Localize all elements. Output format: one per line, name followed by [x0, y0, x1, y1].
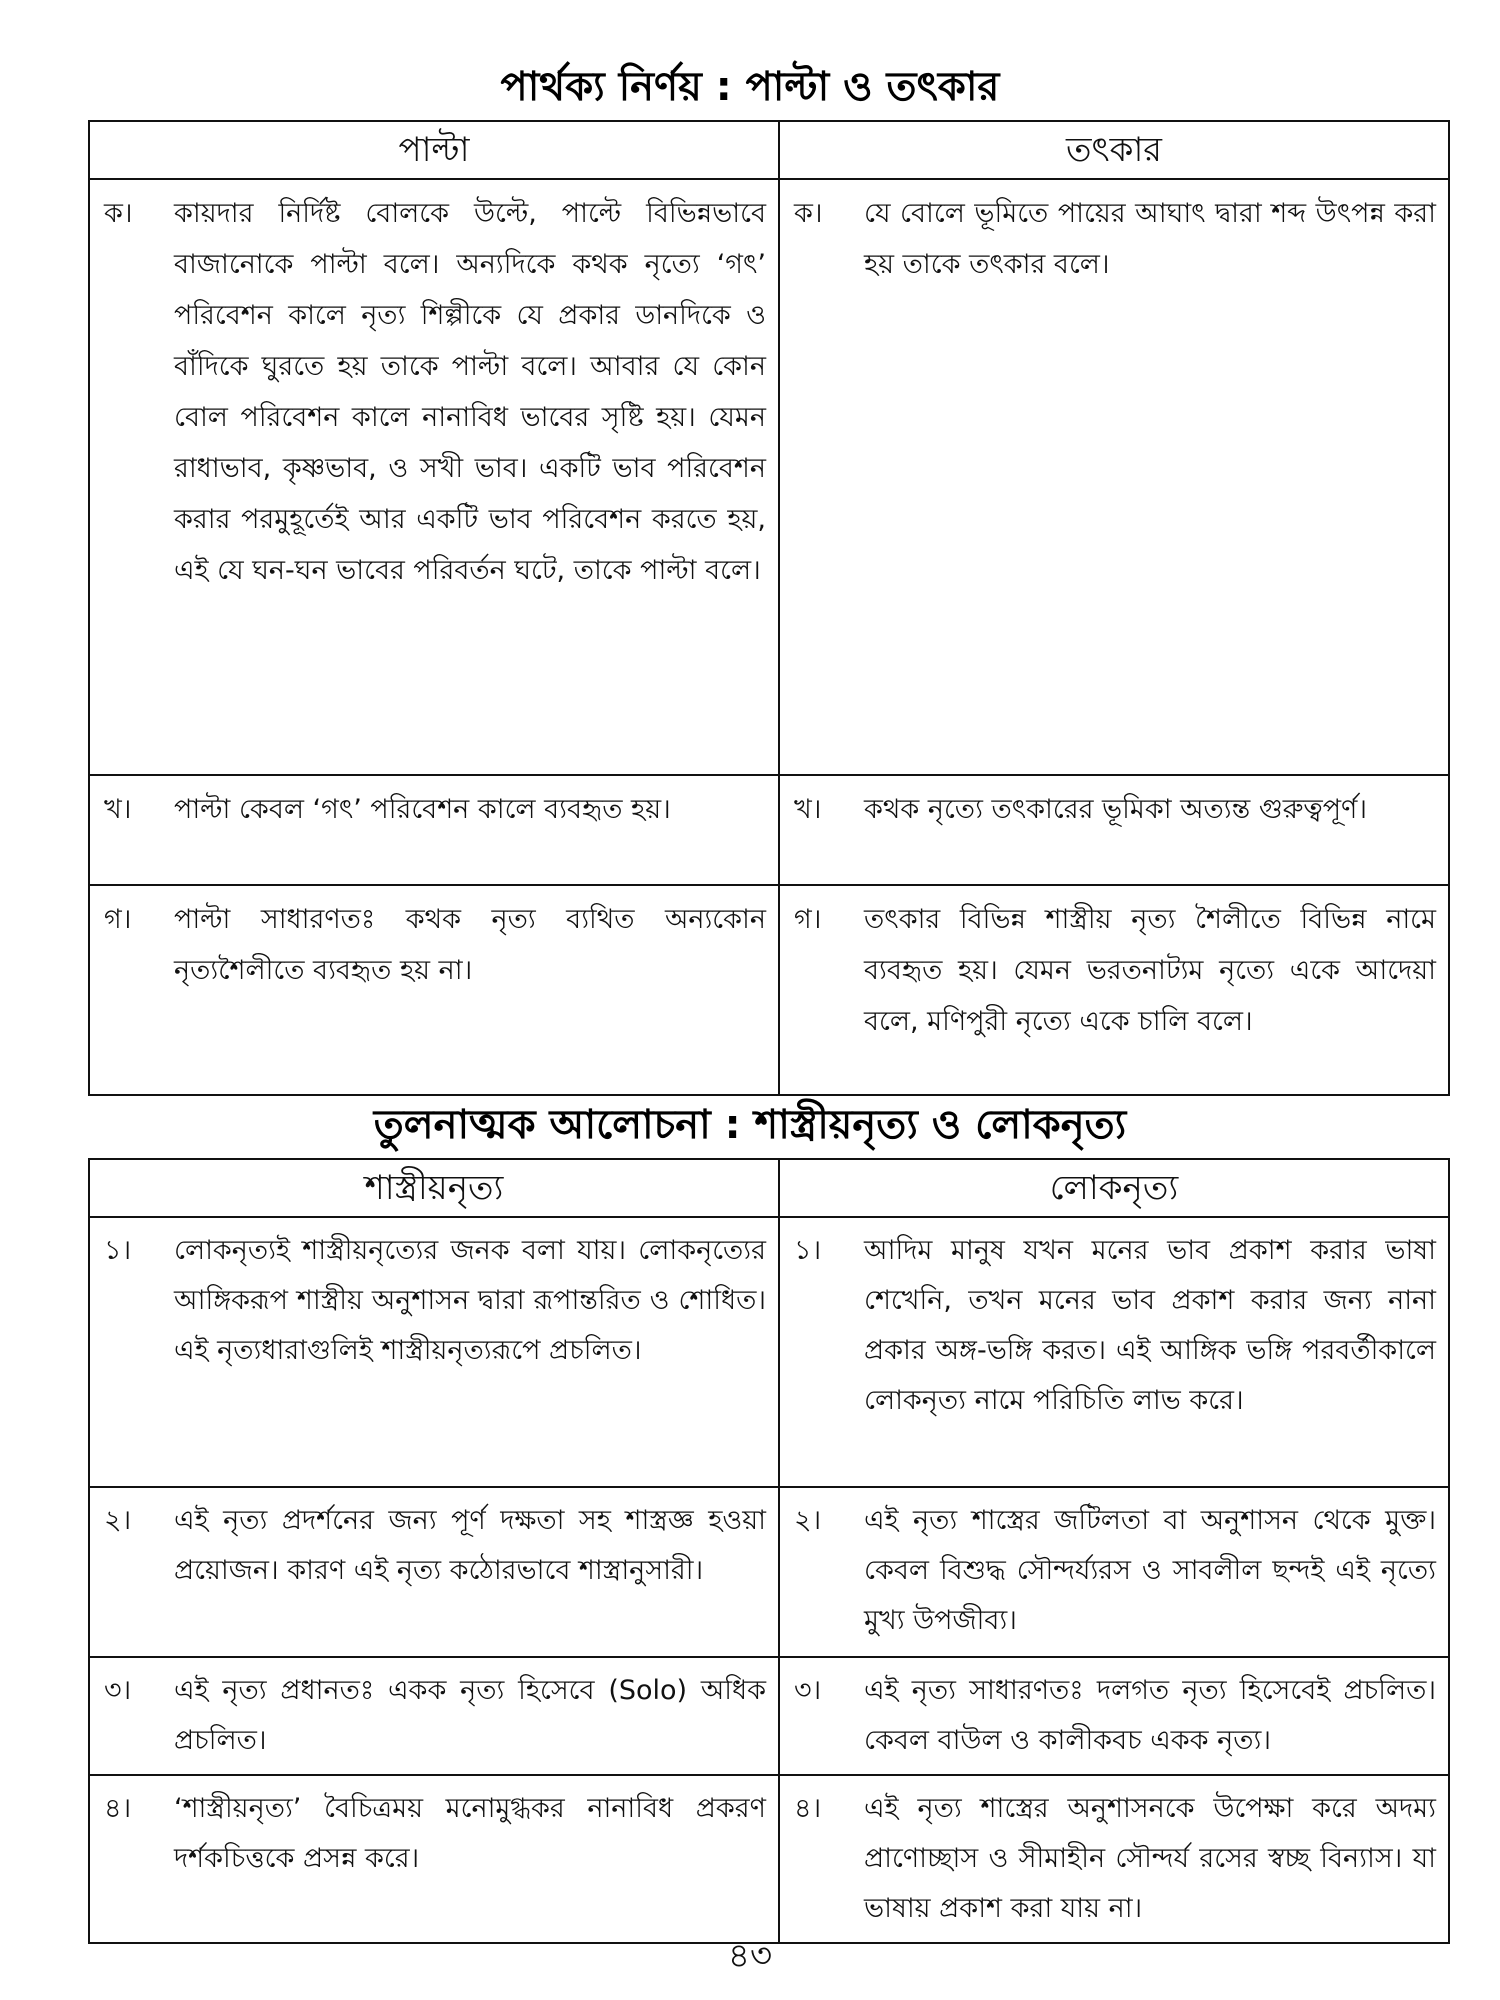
- table-cell: [89, 885, 779, 1095]
- cell-text: কায়দার নির্দিষ্ট বোলকে উল্টে, পাল্টে বিভিন্নভাবে বাজানোকে পাল্টা বলে। অন্যদিকে কথক নৃত্যে ‘গৎ’ পরিবেশন কালে নৃত্য শিল্পীকে যে প্রকার ডানদিকে ও বাঁদিকে ঘুরতে হয় তাকে পাল্টা বলে। আবার যে কোন বোল পরিবেশন কালে নানাবিধ ভাবের সৃষ্টি হয়। যেমন রাধাভাব, কৃষ্ণভাব, ও সখী ভাব। একটি ভাব পরিবেশন করার পরমুহূর্তেই আর একটি ভাব পরিবেশন করতে হয়, এই যে ঘন-ঘন ভাবের পরিবর্তন ঘটে, তাকে পাল্টা বলে।: [174, 198, 766, 586]
- table-cell: [779, 775, 1449, 885]
- table-row: [89, 1657, 1449, 1775]
- row-marker: ২।: [104, 1505, 132, 1536]
- table-cell: [779, 1657, 1449, 1775]
- table-cell: [89, 179, 779, 775]
- column-header-folk: লোকনৃত্য: [779, 1159, 1449, 1217]
- column-header-classical: শাস্ত্রীয়নৃত্য: [89, 1159, 779, 1217]
- paltа-tatkar-table: [88, 120, 1450, 1096]
- cell-text: তৎকার বিভিন্ন শাস্ত্রীয় নৃত্য শৈলীতে বিভিন্ন নামে ব্যবহৃত হয়। যেমন ভরতনাট্যম নৃত্যে একে আদেয়া বলে, মণিপুরী নৃত্যে একে চালি বলে।: [864, 904, 1436, 1037]
- table-cell: [779, 885, 1449, 1095]
- table-row: [89, 775, 1449, 885]
- table-row: [89, 885, 1449, 1095]
- table-header-row: [89, 121, 1449, 179]
- row-marker: ক।: [104, 198, 133, 229]
- table-header-row: [89, 1159, 1449, 1217]
- cell-text: আদিম মানুষ যখন মনের ভাব প্রকাশ করার ভাষা শেখেনি, তখন মনের ভাব প্রকাশ করার জন্য নানা প্রকার অঙ্গ-ভঙ্গি করত। এই আঙ্গিক ভঙ্গি পরবর্তীকালে লোকনৃত্য নামে পরিচিতি লাভ করে।: [864, 1235, 1436, 1416]
- column-header-tatkar: তৎকার: [779, 121, 1449, 179]
- classical-folk-table: [88, 1158, 1450, 1944]
- row-marker: ১।: [104, 1235, 132, 1266]
- cell-text: এই নৃত্য শাস্ত্রের জটিলতা বা অনুশাসন থেকে মুক্ত। কেবল বিশুদ্ধ সৌন্দর্য্যরস ও সাবলীল ছন্দই এই নৃত্যে মুখ্য উপজীব্য।: [864, 1505, 1436, 1636]
- page-number: ৪৩: [727, 1936, 773, 1976]
- table-row: [89, 179, 1449, 775]
- cell-text: লোকনৃত্যই শাস্ত্রীয়নৃত্যের জনক বলা যায়। লোকনৃত্যের আঙ্গিকরূপ শাস্ত্রীয় অনুশাসন দ্বারা রূপান্তরিত ও শোধিত। এই নৃত্যধারাগুলিই শাস্ত্রীয়নৃত্যরূপে প্রচলিত।: [174, 1235, 766, 1366]
- column-header-palta: পাল্টা: [89, 121, 779, 179]
- row-marker: ৪।: [104, 1793, 132, 1824]
- row-marker: খ।: [794, 794, 822, 825]
- table-cell: [89, 1775, 779, 1943]
- cell-text: কথক নৃত্যে তৎকারের ভূমিকা অত্যন্ত গুরুত্বপূর্ণ।: [864, 794, 1368, 825]
- table-cell: [779, 1217, 1449, 1487]
- cell-text: এই নৃত্য সাধারণতঃ দলগত নৃত্য হিসেবেই প্রচলিত। কেবল বাউল ও কালীকবচ একক নৃত্য।: [864, 1675, 1436, 1756]
- row-marker: ২।: [794, 1505, 822, 1536]
- cell-text: এই নৃত্য প্রদর্শনের জন্য পূর্ণ দক্ষতা সহ শাস্ত্রজ্ঞ হওয়া প্রয়োজন। কারণ এই নৃত্য কঠোরভাবে শাস্ত্রানুসারী।: [174, 1505, 766, 1586]
- row-marker: ৩।: [794, 1675, 822, 1706]
- table-row: [89, 1217, 1449, 1487]
- row-marker: খ।: [104, 794, 132, 825]
- table-cell: [89, 1217, 779, 1487]
- table-row: [89, 1775, 1449, 1943]
- table-cell: [779, 1775, 1449, 1943]
- cell-text: পাল্টা কেবল ‘গৎ’ পরিবেশন কালে ব্যবহৃত হয়।: [174, 794, 671, 825]
- section-2-title: তুলনাত্মক আলোচনা : শাস্ত্রীয়নৃত্য ও লোকনৃত্য: [373, 1102, 1127, 1148]
- cell-text: পাল্টা সাধারণতঃ কথক নৃত্য ব্যথিত অন্যকোন নৃত্যশৈলীতে ব্যবহৃত হয় না।: [174, 904, 766, 986]
- row-marker: গ।: [794, 904, 822, 935]
- table-cell: [779, 1487, 1449, 1657]
- row-marker: গ।: [104, 904, 132, 935]
- table-cell: [89, 1657, 779, 1775]
- table-cell: [779, 179, 1449, 775]
- table-cell: [89, 1487, 779, 1657]
- cell-text: এই নৃত্য প্রধানতঃ একক নৃত্য হিসেবে (Solo) অধিক প্রচলিত।: [174, 1675, 766, 1756]
- row-marker: ৪।: [794, 1793, 822, 1824]
- table-cell: [89, 775, 779, 885]
- row-marker: ৩।: [104, 1675, 132, 1706]
- section-1-title: পার্থক্য নির্ণয় : পাল্টা ও তৎকার: [500, 64, 1000, 110]
- cell-text: ‘শাস্ত্রীয়নৃত্য’ বৈচিত্রময় মনোমুগ্ধকর নানাবিধ প্রকরণ দর্শকচিত্তকে প্রসন্ন করে।: [174, 1793, 766, 1874]
- cell-text: যে বোলে ভূমিতে পায়ের আঘাৎ দ্বারা শব্দ উৎপন্ন করা হয় তাকে তৎকার বলে।: [864, 198, 1436, 280]
- row-marker: ক।: [794, 198, 823, 229]
- cell-text: এই নৃত্য শাস্ত্রের অনুশাসনকে উপেক্ষা করে অদম্য প্রাণোচ্ছাস ও সীমাহীন সৌন্দর্য রসের স্বচ্ছ বিন্যাস। যা ভাষায় প্রকাশ করা যায় না।: [864, 1793, 1436, 1924]
- row-marker: ১।: [794, 1235, 822, 1266]
- table-row: [89, 1487, 1449, 1657]
